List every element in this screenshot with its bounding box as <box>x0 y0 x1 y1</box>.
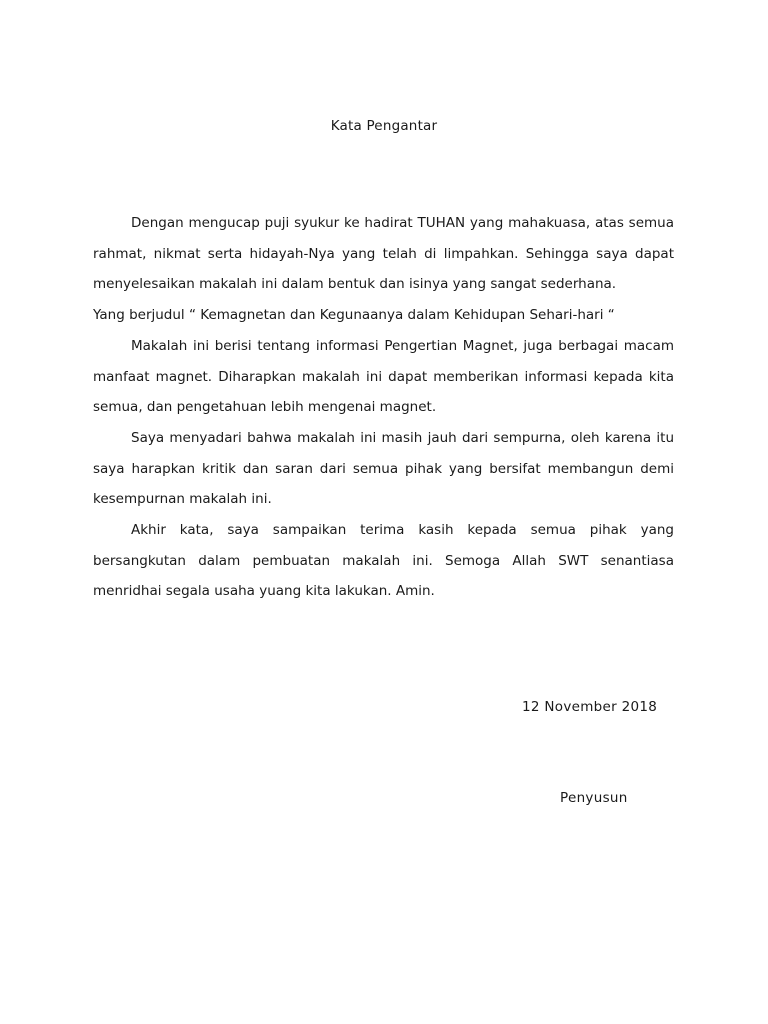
paragraph-content: Makalah ini berisi tentang informasi Pengertian Magnet, juga berbagai macam manfaat magnet. Diharapkan makalah ini dapat memberikan informasi kepada kita semua, dan pengetahuan lebih mengenai magnet. <box>93 337 674 416</box>
paragraph-title-reference: Yang berjudul “ Kemagnetan dan Kegunaanya dalam Kehidupan Sehari-hari “ <box>93 307 615 324</box>
document-title: Kata Pengantar <box>330 118 438 134</box>
paragraph-closing: Akhir kata, saya sampaikan terima kasih kepada semua pihak yang bersangkutan dalam pembuatan makalah ini. Semoga Allah SWT senantiasa menridhai segala usaha yuang kita lakukan. Amin. <box>93 522 674 600</box>
paragraph-feedback: Saya menyadari bahwa makalah ini masih jauh dari sempurna, oleh karena itu saya harapkan kritik dan saran dari semua pihak yang bersifat membangun demi kesempurnan makalah ini. <box>93 429 674 508</box>
document-date: 12 November 2018 <box>522 699 658 715</box>
document-body <box>93 208 674 607</box>
document-signer: Penyusun <box>560 790 628 806</box>
paragraph-opening: Dengan mengucap puji syukur ke hadirat TUHAN yang mahakuasa, atas semua rahmat, nikmat serta hidayah-Nya yang telah di limpahkan. Sehingga saya dapat menyelesaikan makalah ini dalam bentuk dan isinya yang sangat sederhana. <box>93 215 674 293</box>
